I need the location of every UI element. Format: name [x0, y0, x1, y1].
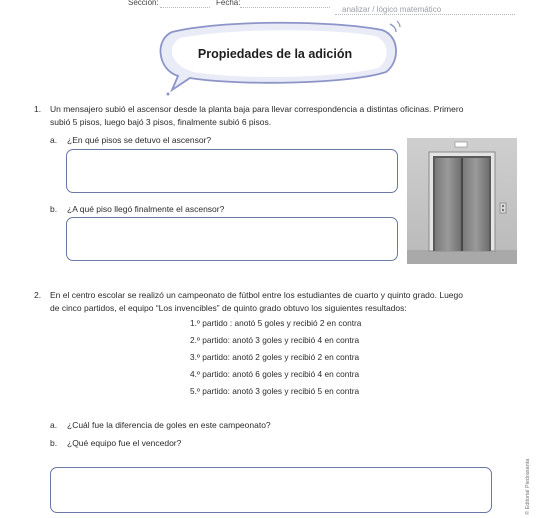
q2a-text: ¿Cuál fue la diferencia de goles en este campeonato?: [67, 420, 271, 430]
q1-text: [50, 103, 525, 128]
q2b-letter: b.: [50, 438, 58, 448]
q2b-text: ¿Qué equipo fue el vencedor?: [67, 438, 182, 448]
skill-text: analizar / lógico matemático: [342, 5, 442, 14]
q1-text-line2: subió 5 pisos, luego bajó 3 pisos, finalmente subió 6 pisos.: [50, 116, 272, 127]
q1a-letter: a.: [50, 135, 58, 145]
q1a-answer-box[interactable]: [66, 149, 398, 193]
seccion-label: Sección:: [128, 0, 159, 7]
result-item: 5.º partido: anotó 3 goles y recibió 5 en contra: [190, 386, 360, 396]
side-credit: © Editorial Piedrasanta: [525, 458, 531, 515]
elevator-illustration: [407, 138, 517, 264]
page-title: Propiedades de la adición: [197, 47, 353, 61]
seccion-line: [160, 7, 210, 8]
q2-text-line1: En el centro escolar se realizó un campeonato de fútbol entre los estudiantes de cuarto y quinto grado. Luego: [50, 290, 463, 300]
q1-number: 1.: [34, 104, 42, 114]
q2-number: 2.: [34, 290, 42, 300]
q2-text: [50, 289, 530, 314]
q2a-letter: a.: [50, 420, 58, 430]
q1a-text: ¿En qué pisos se detuvo el ascensor?: [67, 135, 212, 145]
result-item: 1.º partido : anotó 5 goles y recibió 2 en contra: [190, 318, 362, 328]
q1b-text: ¿A qué piso llegó finalmente el ascensor?: [67, 204, 225, 214]
q1-text-line1: Un mensajero subió el ascensor desde la planta baja para llevar correspondencia a distintas oficinas. Primero: [50, 104, 464, 114]
result-item: 2.º partido: anotó 3 goles y recibió 4 en contra: [190, 335, 360, 345]
skill-line: [335, 14, 515, 15]
q2-answer-box[interactable]: [50, 467, 492, 513]
q2-text-line2: de cinco partidos, el equipo “Los invencibles” de quinto grado obtuvo los siguientes resultados:: [50, 302, 407, 313]
result-item: 3.º partido: anotó 2 goles y recibió 2 en contra: [190, 352, 360, 362]
fecha-line: [240, 7, 330, 8]
q1b-letter: b.: [50, 204, 58, 214]
fecha-label: Fecha:: [216, 0, 241, 7]
q1b-answer-box[interactable]: [66, 217, 398, 261]
result-item: 4.º partido: anotó 6 goles y recibió 4 en contra: [190, 369, 360, 379]
